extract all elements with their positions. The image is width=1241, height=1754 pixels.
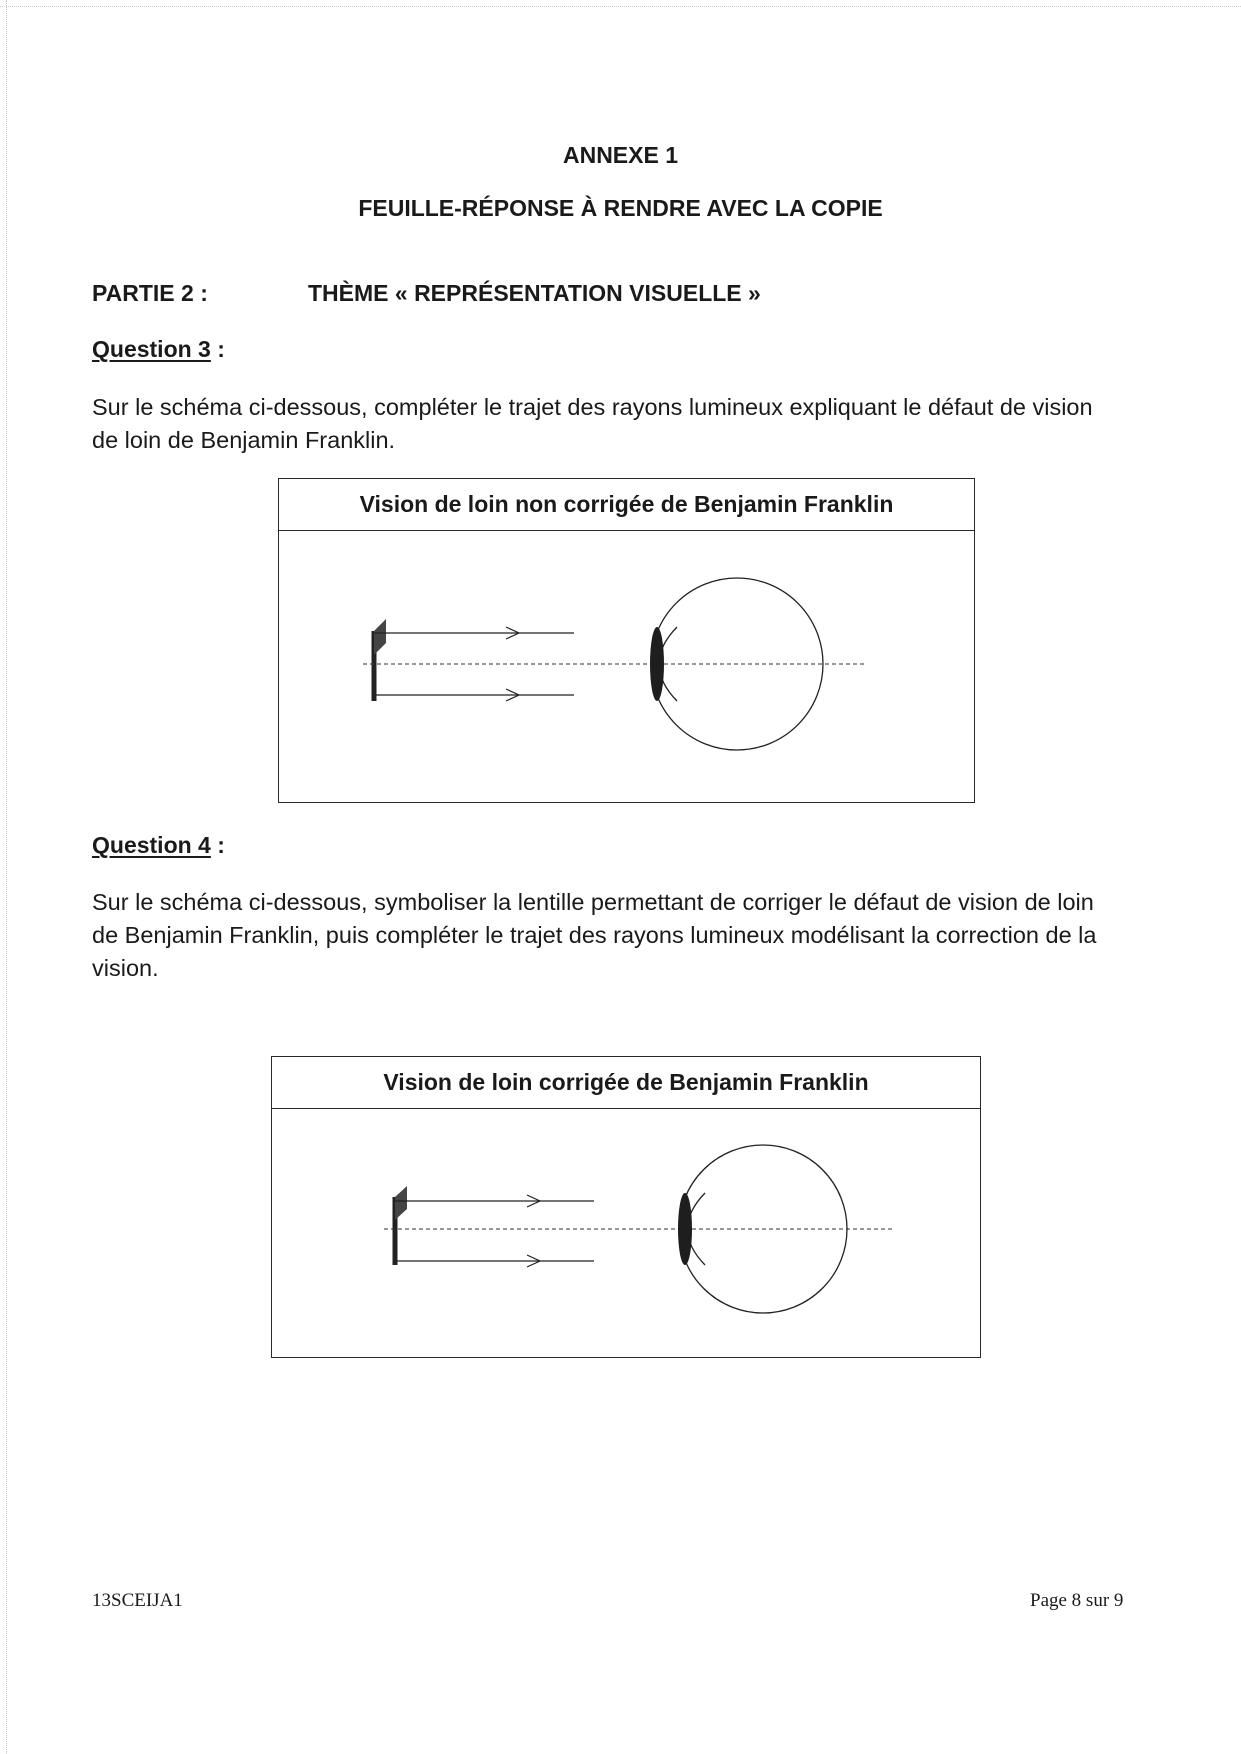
crystalline-lens bbox=[678, 1193, 692, 1265]
question-4-text bbox=[92, 886, 1182, 985]
scan-edge-left bbox=[0, 0, 7, 1754]
page-number: Page 8 sur 9 bbox=[1030, 1590, 1124, 1611]
question-3-line-1: Sur le schéma ci-dessous, compléter le trajet des rayons lumineux expliquant le défaut de vision bbox=[92, 394, 1093, 420]
question-4-line-3: vision. bbox=[92, 955, 159, 981]
part-label: PARTIE 2 : bbox=[92, 280, 208, 306]
question-4-line-1: Sur le schéma ci-dessous, symboliser la lentille permettant de corriger le défaut de vision de loin bbox=[92, 889, 1094, 915]
question-4-heading bbox=[92, 832, 225, 859]
question-4-line-2: de Benjamin Franklin, puis compléter le trajet des rayons lumineux modélisant la correction de la bbox=[92, 922, 1097, 948]
eye-diagram-corrected bbox=[272, 1057, 982, 1359]
page-subtitle: FEUILLE-RÉPONSE À RENDRE AVEC LA COPIE bbox=[358, 195, 883, 221]
question-3-label: Question 3 bbox=[92, 336, 211, 362]
diagram-uncorrected-title: Vision de loin non corrigée de Benjamin Franklin bbox=[279, 479, 974, 531]
question-3-colon: : bbox=[210, 336, 225, 362]
scan-edge-top bbox=[0, 0, 1241, 7]
question-4-colon: : bbox=[210, 832, 225, 858]
object-arrow bbox=[374, 619, 386, 655]
annex-title: ANNEXE 1 bbox=[562, 142, 679, 168]
diagram-uncorrected bbox=[278, 478, 975, 803]
question-3-heading bbox=[92, 336, 225, 363]
crystalline-lens bbox=[650, 627, 664, 701]
question-4-label: Question 4 bbox=[92, 832, 211, 858]
diagram-corrected bbox=[271, 1056, 981, 1358]
diagram-corrected-title: Vision de loin corrigée de Benjamin Franklin bbox=[272, 1057, 980, 1109]
document-code: 13SCEIJA1 bbox=[92, 1590, 183, 1611]
part-theme: THÈME « REPRÉSENTATION VISUELLE » bbox=[308, 280, 761, 306]
question-3-line-2: de loin de Benjamin Franklin. bbox=[92, 427, 396, 453]
question-3-text bbox=[92, 391, 1172, 457]
object-arrow bbox=[395, 1186, 407, 1220]
eye-diagram-uncorrected bbox=[279, 479, 976, 804]
